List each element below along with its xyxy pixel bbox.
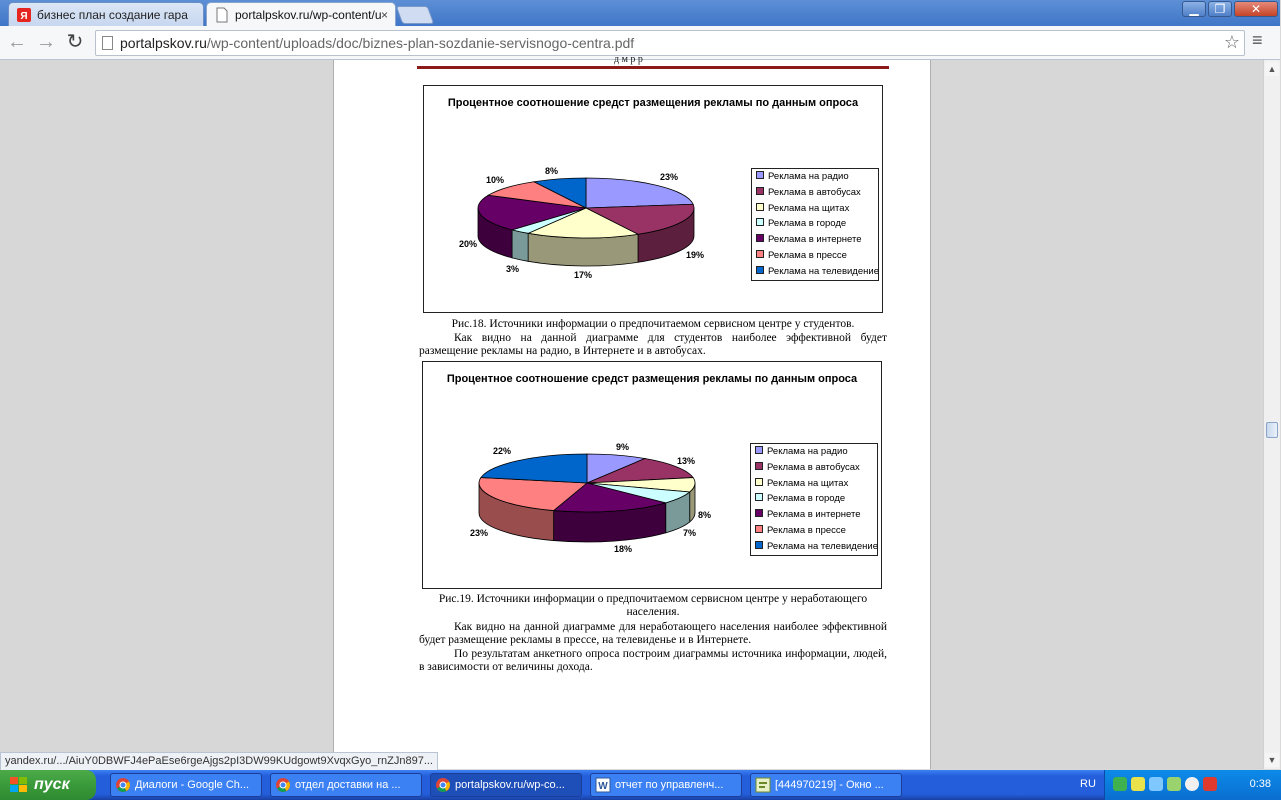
- data-label: 19%: [686, 250, 705, 260]
- data-label: 23%: [470, 528, 489, 538]
- word-icon: [596, 778, 610, 792]
- taskbar-item-label: [444970219] - Окно ...: [775, 779, 884, 791]
- windows-flag-icon: [10, 777, 28, 793]
- legend-label: Реклама в интернете: [767, 509, 861, 520]
- legend-label: Реклама в прессе: [768, 250, 847, 261]
- volume-icon[interactable]: [1167, 777, 1181, 791]
- data-label: 13%: [677, 456, 696, 466]
- legend-item: [755, 524, 846, 538]
- legend-swatch: [756, 203, 764, 211]
- legend-item: [755, 445, 848, 459]
- pie-slice: [586, 178, 693, 208]
- svg-text:Я: Я: [20, 11, 28, 22]
- forward-button[interactable]: →: [36, 31, 56, 53]
- menu-wrench-icon[interactable]: ≡: [1252, 30, 1263, 50]
- new-tab-button[interactable]: [396, 6, 435, 24]
- reload-button[interactable]: ↻: [66, 31, 84, 53]
- legend-item: [756, 233, 862, 247]
- taskbar-item-active[interactable]: [430, 773, 582, 797]
- legend-swatch: [756, 250, 764, 258]
- address-bar[interactable]: [95, 30, 1245, 56]
- taskbar-item-label: Диалоги - Google Ch...: [135, 779, 250, 791]
- taskbar-item-label: отдел доставки на ...: [295, 779, 401, 791]
- taskbar-item-label: portalpskov.ru/wp-co...: [455, 779, 565, 791]
- scroll-up-arrow-icon[interactable]: ▲: [1265, 62, 1279, 76]
- legend-swatch: [755, 446, 763, 454]
- chart-1-legend: [751, 168, 879, 281]
- page-icon: [215, 8, 229, 22]
- legend-item: [755, 540, 878, 554]
- legend-label: Реклама на щитах: [768, 203, 850, 214]
- data-label: 10%: [486, 175, 505, 185]
- taskbar-item[interactable]: [110, 773, 262, 797]
- legend-swatch: [755, 462, 763, 470]
- scroll-down-arrow-icon[interactable]: ▼: [1265, 753, 1279, 767]
- paragraph-1: Как видно на данной диаграмме для студентов наиболее эффективной будет размещение рекламы на радио, в Интернете и в автобусах.: [419, 332, 887, 357]
- chat-icon: [756, 778, 770, 792]
- figure-18-caption: Рис.18. Источники информации о предпочитаемом сервисном центре у студентов.: [451, 318, 855, 330]
- data-label: 8%: [698, 510, 712, 520]
- chart-2-title: Процентное соотношение средст размещения рекламы по данным опроса: [446, 373, 858, 385]
- url-path: /wp-content/uploads/doc/biznes-plan-sozdanie-servisnogo-centra.pdf: [206, 35, 635, 51]
- chrome-icon: [436, 778, 450, 792]
- chrome-icon: [276, 778, 290, 792]
- close-window-button[interactable]: ✕: [1234, 1, 1278, 17]
- legend-label: Реклама на телевидение: [768, 266, 879, 277]
- vertical-scrollbar[interactable]: [1263, 60, 1280, 769]
- legend-label: Реклама на телевидение: [767, 541, 878, 552]
- legend-swatch: [756, 187, 764, 195]
- legend-label: Реклама в автобусах: [767, 462, 860, 473]
- pdf-viewer[interactable]: [0, 54, 1263, 769]
- start-label: пуск: [34, 776, 70, 793]
- taskbar-item-label: отчет по управленч...: [615, 779, 724, 791]
- chrome-icon: [116, 778, 130, 792]
- system-tray: [1104, 770, 1281, 800]
- browser-titlebar: [0, 0, 1280, 26]
- status-url-bubble: yandex.ru/.../AiuY0DBWFJ4ePaEse6rgeAjgs2pI3DW99KUdgowt9XvqxGyo_rnZJn897...: [0, 752, 438, 771]
- taskbar-item[interactable]: [590, 773, 742, 797]
- legend-swatch: [755, 509, 763, 517]
- back-button[interactable]: ←: [7, 31, 27, 53]
- clock: 0:38: [1249, 778, 1271, 790]
- security-icon[interactable]: [1131, 777, 1145, 791]
- legend-label: Реклама в автобусах: [768, 187, 861, 198]
- minimize-button[interactable]: ▁: [1182, 1, 1206, 17]
- legend-swatch: [756, 171, 764, 179]
- legend-item: [755, 492, 845, 506]
- legend-item: [756, 265, 879, 279]
- legend-swatch: [755, 493, 763, 501]
- data-label: 7%: [683, 528, 697, 538]
- pie-slice: [481, 454, 587, 483]
- bookmark-star-icon[interactable]: ☆: [1223, 32, 1240, 52]
- data-label: 23%: [660, 172, 679, 182]
- chart-2-legend: [750, 443, 878, 556]
- chart-1-title: Процентное соотношение средст размещения рекламы по данным опроса: [447, 97, 859, 109]
- tab-yandex-search[interactable]: [8, 2, 204, 26]
- taskbar-item[interactable]: [750, 773, 902, 797]
- windows-taskbar: [0, 770, 1280, 800]
- display-icon[interactable]: [1149, 777, 1163, 791]
- legend-label: Реклама на щитах: [767, 478, 849, 489]
- paragraph-2: Как видно на данной диаграмме для неработающего населения наиболее эффективной будет размещение рекламы в прессе, на телевиденье и в Интернете.: [419, 621, 887, 646]
- url-text: [120, 35, 634, 51]
- legend-label: Реклама в прессе: [767, 525, 846, 536]
- legend-swatch: [756, 234, 764, 242]
- legend-item: [756, 217, 846, 231]
- tab-label: portalpskov.ru/wp-content/u: [235, 8, 382, 22]
- legend-label: Реклама в интернете: [768, 234, 862, 245]
- legend-item: [755, 461, 860, 475]
- figure-19-caption: Рис.19. Источники информации о предпочитаемом сервисном центре у неработающего населения.: [438, 593, 868, 618]
- legend-item: [755, 477, 848, 491]
- legend-swatch: [756, 266, 764, 274]
- chart-1: [423, 85, 883, 313]
- data-label: 8%: [545, 166, 559, 176]
- legend-item: [756, 170, 849, 184]
- legend-label: Реклама на радио: [768, 171, 849, 182]
- legend-swatch: [755, 541, 763, 549]
- url-host: portalpskov.ru: [120, 35, 207, 51]
- yandex-icon: [17, 8, 31, 22]
- legend-swatch: [756, 218, 764, 226]
- data-label: 22%: [493, 446, 512, 456]
- legend-label: Реклама в городе: [767, 493, 846, 504]
- legend-item: [756, 249, 847, 263]
- data-label: 20%: [459, 239, 478, 249]
- pie-slice-side: [512, 230, 528, 261]
- update-icon[interactable]: [1185, 777, 1199, 791]
- close-tab-icon[interactable]: ×: [380, 8, 388, 22]
- legend-swatch: [755, 478, 763, 486]
- chart-2: [422, 361, 882, 589]
- tab-portalpskov-pdf[interactable]: [206, 2, 396, 26]
- taskbar-item[interactable]: [270, 773, 422, 797]
- data-label: 9%: [616, 442, 630, 452]
- maximize-button[interactable]: ❐: [1208, 1, 1232, 17]
- start-button[interactable]: [0, 770, 96, 800]
- scrollbar-thumb[interactable]: [1266, 422, 1278, 438]
- antivirus-icon[interactable]: [1203, 777, 1217, 791]
- network-icon[interactable]: [1113, 777, 1127, 791]
- legend-item: [756, 186, 861, 200]
- header-text-fragment: д м р р: [614, 54, 643, 65]
- svg-text:W: W: [598, 781, 608, 792]
- data-label: 17%: [574, 270, 593, 280]
- pdf-page: [333, 54, 931, 769]
- page-icon: [102, 36, 113, 50]
- header-rule: [417, 66, 889, 69]
- legend-label: Реклама в городе: [768, 218, 847, 229]
- legend-swatch: [755, 525, 763, 533]
- language-indicator[interactable]: RU: [1080, 778, 1096, 790]
- data-label: 18%: [614, 544, 633, 554]
- tab-label: бизнес план создание гара: [37, 8, 188, 22]
- legend-label: Реклама на радио: [767, 446, 848, 457]
- paragraph-3: По результатам анкетного опроса построим диаграммы источника информации, людей, в зависимости от величины дохода.: [419, 648, 887, 673]
- legend-item: [755, 508, 861, 522]
- legend-item: [756, 202, 849, 216]
- data-label: 3%: [506, 264, 520, 274]
